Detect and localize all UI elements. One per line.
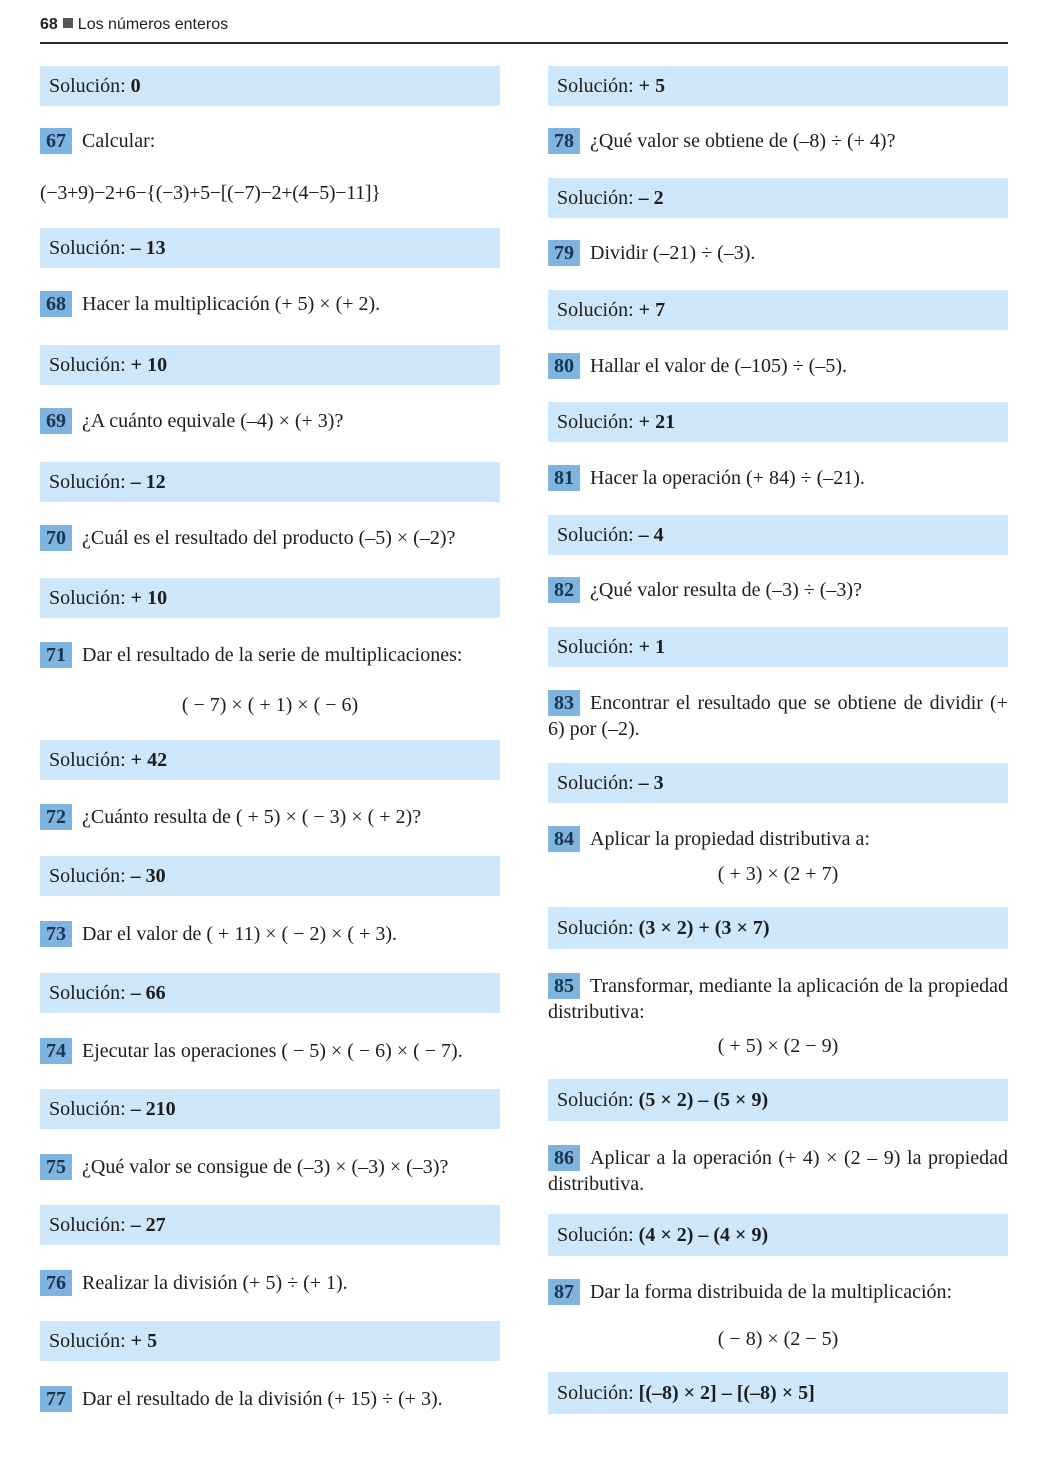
problem-text: ¿A cuánto equivale (–4) × (+ 3)?	[82, 410, 344, 432]
problem-formula: (−3+9)−2+6−{(−3)+5−[(−7)−2+(4−5)−11]}	[40, 182, 381, 204]
problem-number: 67	[40, 128, 72, 154]
problem-number: 86	[548, 1145, 580, 1171]
problem-73	[40, 921, 500, 947]
problem-67	[40, 128, 500, 154]
problem-number: 74	[40, 1038, 72, 1064]
solution-value: + 10	[130, 587, 168, 609]
problem-text: ¿Qué valor se consigue de (–3) × (–3) × (–3)?	[82, 1156, 449, 1178]
solution-value: + 1	[638, 636, 666, 658]
solution-box: Solución: + 5	[548, 66, 1008, 106]
solution-value: + 5	[130, 1330, 158, 1352]
problem-number: 85	[548, 973, 580, 999]
problem-number: 69	[40, 408, 72, 434]
solution-box: Solución: (4 × 2) – (4 × 9)	[548, 1214, 1008, 1256]
solution-value: – 12	[130, 471, 166, 493]
problem-number: 87	[548, 1279, 580, 1305]
problem-74	[40, 1038, 500, 1064]
solution-value: + 42	[130, 749, 168, 771]
solution-box: Solución: + 21	[548, 402, 1008, 442]
problem-82	[548, 577, 1008, 603]
problem-text: ¿Cuál es el resultado del producto (–5) × (–2)?	[82, 527, 456, 549]
solution-value: [(–8) × 2] – [(–8) × 5]	[638, 1382, 815, 1404]
page-number: 68	[40, 16, 58, 33]
solution-box: Solución: – 4	[548, 515, 1008, 555]
problem-number: 77	[40, 1386, 72, 1412]
solution-box: Solución: – 2	[548, 178, 1008, 218]
solution-box: Solución: – 3	[548, 763, 1008, 803]
problem-text: Dividir (–21) ÷ (–3).	[590, 242, 756, 264]
problem-number: 82	[548, 577, 580, 603]
solution-box: Solución: + 5	[40, 1321, 500, 1361]
solution-box: Solución: + 1	[548, 627, 1008, 667]
solution-value: – 13	[130, 237, 166, 259]
solution-box: Solución: – 210	[40, 1089, 500, 1129]
problem-text: Encontrar el resultado que se obtiene de dividir (+ 6) por (–2).	[548, 692, 1008, 740]
solution-value: + 5	[638, 75, 666, 97]
solution-value: – 2	[638, 187, 664, 209]
problem-text: Transformar, mediante la aplicación de la propiedad distributiva:	[548, 975, 1008, 1023]
solution-value: – 30	[130, 865, 166, 887]
problem-text: Dar el resultado de la división (+ 15) ÷ (+ 3).	[82, 1388, 443, 1410]
problem-formula: ( + 5) × (2 − 9)	[717, 1035, 839, 1057]
problem-68	[40, 291, 500, 317]
problem-number: 81	[548, 465, 580, 491]
solution-box: Solución: (5 × 2) – (5 × 9)	[548, 1079, 1008, 1121]
problem-86	[548, 1145, 1008, 1197]
problem-text: Hacer la multiplicación (+ 5) × (+ 2).	[82, 293, 381, 315]
problem-text: ¿Qué valor resulta de (–3) ÷ (–3)?	[590, 579, 862, 601]
problem-number: 80	[548, 353, 580, 379]
problem-text: Aplicar la propiedad distributiva a:	[590, 828, 870, 850]
problem-number: 71	[40, 642, 72, 668]
problem-text: Realizar la división (+ 5) ÷ (+ 1).	[82, 1272, 348, 1294]
square-bullet-icon	[63, 18, 73, 28]
problem-text: Ejecutar las operaciones ( − 5) × ( − 6) × ( − 7).	[82, 1040, 463, 1062]
problem-text: Dar el resultado de la serie de multiplicaciones:	[82, 644, 463, 666]
solution-box: Solución: – 13	[40, 228, 500, 268]
problem-81	[548, 465, 1008, 491]
problem-80	[548, 353, 1008, 379]
problem-85	[548, 973, 1008, 1025]
solution-box: Solución: 0	[40, 66, 500, 106]
problem-83	[548, 690, 1008, 742]
solution-value: – 66	[130, 982, 166, 1004]
problem-76	[40, 1270, 500, 1296]
solution-value: – 4	[638, 524, 664, 546]
problem-formula: ( − 8) × (2 − 5)	[717, 1328, 839, 1350]
solution-box: Solución: – 12	[40, 462, 500, 502]
problem-72	[40, 804, 500, 830]
problem-text: ¿Cuánto resulta de ( + 5) × ( − 3) × ( + 2)?	[82, 806, 422, 828]
problem-number: 83	[548, 690, 580, 716]
problem-text: Calcular:	[82, 130, 156, 152]
problem-number: 84	[548, 826, 580, 852]
problem-number: 76	[40, 1270, 72, 1296]
problem-87	[548, 1279, 1008, 1305]
solution-value: – 3	[638, 772, 664, 794]
solution-box: Solución: – 30	[40, 856, 500, 896]
problem-formula: ( + 3) × (2 + 7)	[717, 863, 839, 885]
problem-number: 72	[40, 804, 72, 830]
solution-box: Solución: + 10	[40, 345, 500, 385]
chapter-title: Los números enteros	[77, 16, 229, 33]
problem-84	[548, 826, 1008, 852]
problem-formula: ( − 7) × ( + 1) × ( − 6)	[181, 694, 359, 716]
solution-value: – 27	[130, 1214, 166, 1236]
solution-box: Solución: [(–8) × 2] – [(–8) × 5]	[548, 1372, 1008, 1414]
problem-text: Dar la forma distribuida de la multiplicación:	[590, 1281, 953, 1303]
solution-value: 0	[130, 75, 141, 97]
problem-number: 68	[40, 291, 72, 317]
solution-box: Solución: + 10	[40, 578, 500, 618]
problem-79	[548, 240, 1008, 266]
problem-71	[40, 642, 500, 668]
problem-number: 73	[40, 921, 72, 947]
solution-box: Solución: – 66	[40, 973, 500, 1013]
problem-75	[40, 1154, 500, 1180]
solution-value: + 7	[638, 299, 666, 321]
solution-value: + 21	[638, 411, 676, 433]
problem-70	[40, 525, 500, 551]
solution-value: + 10	[130, 354, 168, 376]
problem-number: 70	[40, 525, 72, 551]
solution-value: (5 × 2) – (5 × 9)	[638, 1089, 769, 1111]
problem-number: 78	[548, 128, 580, 154]
problem-number: 75	[40, 1154, 72, 1180]
solution-box: Solución: – 27	[40, 1205, 500, 1245]
solution-value: – 210	[130, 1098, 176, 1120]
problem-69	[40, 408, 500, 434]
problem-text: Dar el valor de ( + 11) × ( − 2) × ( + 3).	[82, 923, 397, 945]
problem-77	[40, 1386, 500, 1412]
solution-value: (4 × 2) – (4 × 9)	[638, 1224, 769, 1246]
problem-number: 79	[548, 240, 580, 266]
solution-box: Solución: (3 × 2) + (3 × 7)	[548, 907, 1008, 949]
solution-box: Solución: + 42	[40, 740, 500, 780]
page-header	[40, 16, 1008, 44]
problem-78	[548, 128, 1008, 154]
solution-value: (3 × 2) + (3 × 7)	[638, 917, 770, 939]
problem-text: ¿Qué valor se obtiene de (–8) ÷ (+ 4)?	[590, 130, 896, 152]
problem-text: Hacer la operación (+ 84) ÷ (–21).	[590, 467, 865, 489]
problem-text: Hallar el valor de (–105) ÷ (–5).	[590, 355, 847, 377]
problem-text: Aplicar a la operación (+ 4) × (2 – 9) la propiedad distributiva.	[548, 1147, 1008, 1195]
solution-box: Solución: + 7	[548, 290, 1008, 330]
